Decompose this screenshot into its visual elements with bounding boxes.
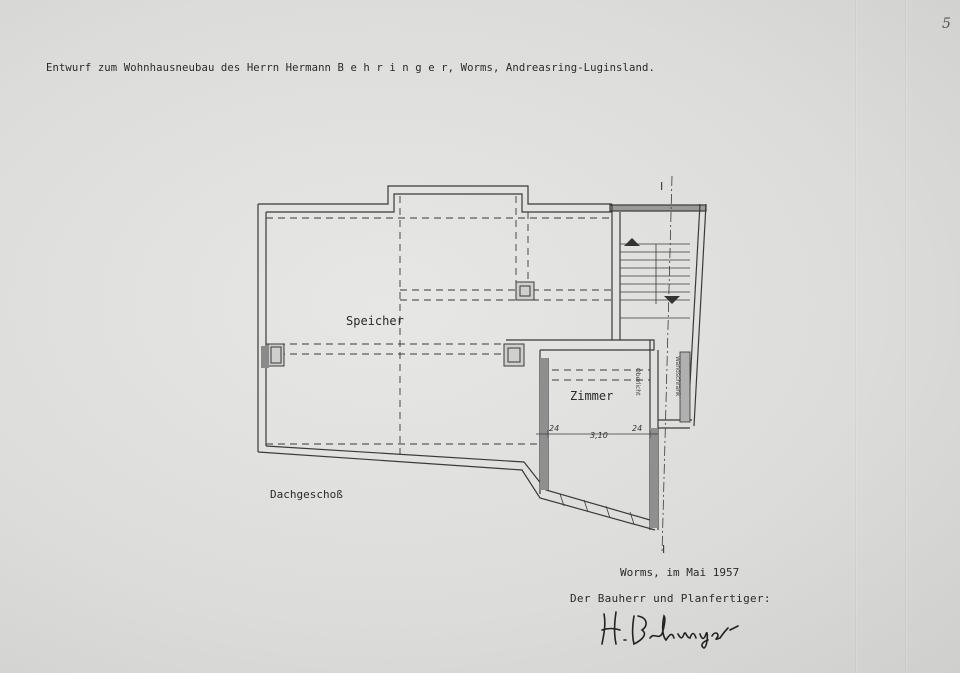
handwritten-signature bbox=[598, 604, 768, 650]
dimension-left-wall: 24 bbox=[549, 424, 560, 433]
outer-wall bbox=[258, 186, 655, 530]
room-label-zimmer: Zimmer bbox=[570, 389, 614, 403]
wall-ticks bbox=[560, 494, 634, 524]
date-line: Worms, im Mai 1957 bbox=[620, 566, 740, 579]
signer-line: Der Bauherr und Planfertiger: bbox=[570, 592, 771, 605]
section-marker-bottom: I bbox=[662, 543, 666, 556]
section-line bbox=[662, 176, 672, 554]
room-label-speicher: Speicher bbox=[346, 314, 404, 328]
dimension-room-width: 3,10 bbox=[590, 431, 608, 440]
document-title: Entwurf zum Wohnhausneubau des Herrn Hermann B e h r i n g e r, Worms, Andreasring-Luginsland. bbox=[46, 62, 655, 74]
wall-hatch bbox=[261, 346, 269, 368]
stair-direction-arrow bbox=[624, 238, 640, 246]
dimension-right-wall: 24 bbox=[632, 424, 643, 433]
note-oberlicht: Oberlicht bbox=[634, 368, 641, 396]
wall-hatch bbox=[540, 358, 548, 490]
page-number: 5 bbox=[942, 16, 951, 32]
floor-label: Dachgeschoß bbox=[270, 488, 343, 501]
roof-dashed-lines bbox=[266, 196, 650, 458]
note-wandschrank: Wandschrank bbox=[674, 356, 681, 397]
stair-treads bbox=[620, 244, 690, 318]
wall-hatch bbox=[650, 428, 658, 528]
section-marker-top: I bbox=[660, 180, 664, 193]
